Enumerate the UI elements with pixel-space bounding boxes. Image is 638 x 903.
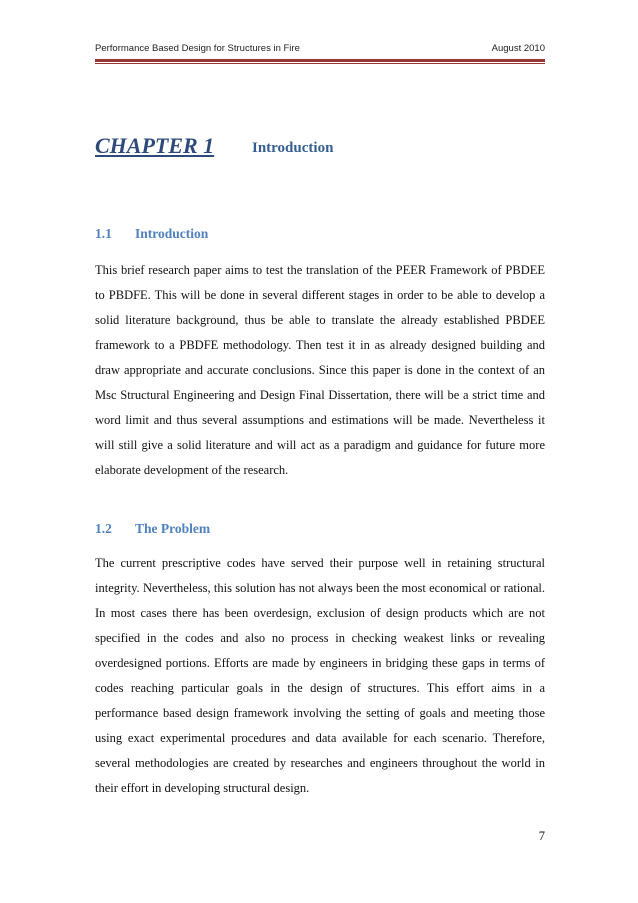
chapter-label: CHAPTER 1: [95, 133, 215, 158]
paragraph-introduction: This brief research paper aims to test the translation of the PEER Framework of PBDEE to PBDFE. This will be done in several different stages in order to be able to develop a solid literature background, thus be able to translate the already established PBDEE framework to a PBDFE methodology. Then test it in as already designed building and draw appropriate and accurate conclusions. Since this paper is done in the context of an Msc Structural Engineering and Design Final Dissertation, there will be a strict time and word limit and thus several assumptions and estimations will be made. Nevertheless it will still give a solid literature and will act as a paradigm and guidance for future more elaborate development of the research.: [95, 263, 545, 477]
section-number: 1.1: [95, 226, 112, 241]
header-rule-thick: [95, 59, 545, 62]
header-title: Performance Based Design for Structures in Fire: [95, 43, 300, 54]
section-heading-introduction: [95, 226, 208, 242]
section-number: 1.2: [95, 521, 112, 536]
section-title: The Problem: [135, 521, 211, 536]
paragraph-the-problem: The current prescriptive codes have served their purpose well in retaining structural integrity. Nevertheless, this solution has not always been the most economical or rational. In most cases there has been overdesign, exclusion of design products which are not specified in the codes and also no process in checking weakest links or revealing overdesigned portions. Efforts are made by engineers in bridging these gaps in terms of codes reaching particular goals in the design of structures. This effort aims in a performance based design framework involving the setting of goals and meeting those using exact experimental procedures and data available for each scenario. Therefore, several methodologies are created by researches and engineers throughout the world in their effort in developing structural design.: [95, 556, 545, 795]
header-date: August 2010: [491, 43, 545, 54]
page-number: 7: [538, 829, 545, 843]
header-rule-thin: [95, 63, 545, 64]
section-heading-the-problem: [95, 521, 210, 537]
section-title: Introduction: [135, 226, 209, 241]
chapter-title: Introduction: [252, 140, 334, 156]
